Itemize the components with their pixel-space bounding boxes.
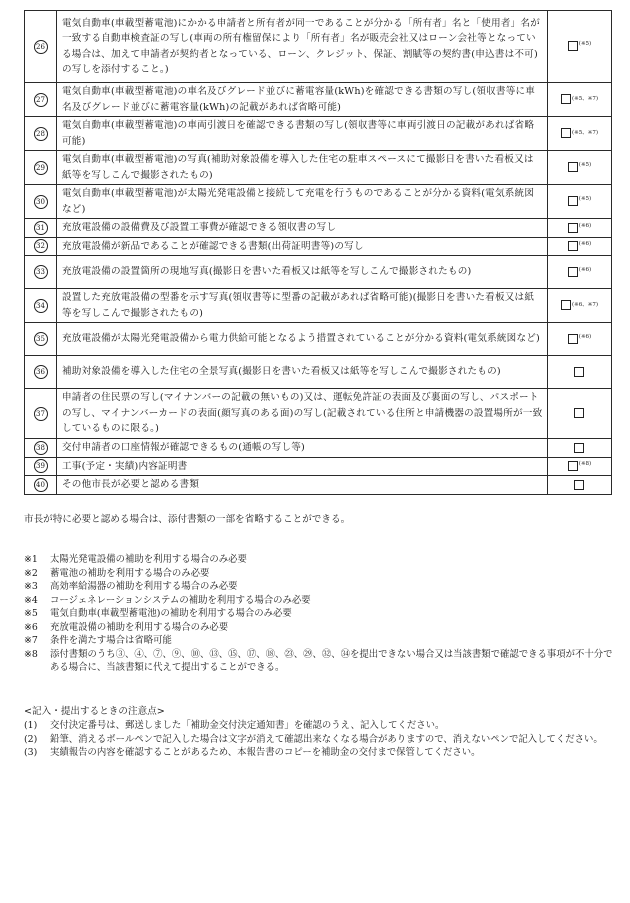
table-row xyxy=(25,11,612,83)
footnote-mark: ※7 xyxy=(24,635,38,646)
footnote xyxy=(24,553,614,567)
row-note: (※6、※7) xyxy=(571,302,598,309)
entry-note xyxy=(24,746,614,760)
table-row xyxy=(25,151,612,185)
row-text: 充放電設備が太陽光発電設備から電力供給可能となるよう措置されていることが分かる資料(電気系統図など) xyxy=(57,323,548,356)
checkbox[interactable] xyxy=(568,162,578,172)
row-text: 設置した充放電設備の型番を示す写真(領収書等に型番の記載があれば省略可能)(撮影日を書いた看板又は紙等を写しこんで撮影されたもの) xyxy=(57,289,548,323)
checkbox[interactable] xyxy=(574,408,584,418)
checkbox[interactable] xyxy=(561,128,571,138)
footnote xyxy=(24,648,614,675)
table-row xyxy=(25,289,612,323)
entry-notes-list xyxy=(24,719,614,760)
row-number: 37 xyxy=(34,407,48,421)
footnote xyxy=(24,634,614,648)
row-text: 電気自動車(車載型蓄電池)の車名及びグレード並びに蓄電容量(kWh)を確認できる書類の写し(領収書等に車名及びグレード並びに蓄電容量(kWh)の記載があれば省略可能) xyxy=(57,83,548,117)
footnote-text: 蓄電池の補助を利用する場合のみ必要 xyxy=(50,567,210,579)
table-row xyxy=(25,356,612,389)
omission-note: 市長が特に必要と認める場合は、添付書類の一部を省略することができる。 xyxy=(24,514,351,525)
row-note: (※5、※7) xyxy=(571,130,598,137)
checkbox[interactable] xyxy=(568,334,578,344)
row-text: 工事(予定・実績)内容証明書 xyxy=(57,457,548,476)
entry-note xyxy=(24,719,614,733)
row-number: 39 xyxy=(34,459,48,473)
row-number: 40 xyxy=(34,478,48,492)
checkbox[interactable] xyxy=(568,461,578,471)
row-number: 35 xyxy=(34,332,48,346)
entry-notes-title: <記入・提出するときの注意点> xyxy=(24,706,165,717)
table-row xyxy=(25,476,612,495)
row-note: (※6) xyxy=(578,222,592,229)
row-text: 電気自動車(車載型蓄電池)の写真(補助対象設備を導入した住宅の駐車スペースにて撮影日を書いた看板又は紙等を写しこんで撮影されたもの) xyxy=(57,151,548,185)
entry-note-mark: (3) xyxy=(24,747,38,759)
row-number: 33 xyxy=(34,265,48,279)
row-number: 31 xyxy=(34,221,48,235)
row-text: 申請者の住民票の写し(マイナンバーの記載の無いもの)又は、運転免許証の表面及び裏面の写し、パスポートの写し、マイナンバーカードの表面(顔写真のある面)の写し(記載されている住所と申請機器の設置場所が一致しているものに限る。) xyxy=(57,389,548,439)
row-note: (※6) xyxy=(578,266,592,273)
row-number: 38 xyxy=(34,441,48,455)
row-text: 充放電設備が新品であることが確認できる書類(出荷証明書等)の写し xyxy=(57,237,548,256)
entry-note-text: 鉛筆、消えるボールペンで記入した場合は文字が消えて確認出来なくなる場合がありますので、消えないペンで記入してください。 xyxy=(50,733,603,745)
footnote-mark: ※3 xyxy=(24,581,38,592)
footnote xyxy=(24,580,614,594)
entry-note-mark: (1) xyxy=(24,720,38,731)
entry-note-text: 交付決定番号は、郵送しました「補助金交付決定通知書」を確認のうえ、記入してください。 xyxy=(50,720,445,731)
checkbox[interactable] xyxy=(561,94,571,104)
footnote-mark: ※6 xyxy=(24,621,38,633)
footnote-text: 添付書類のうち③、④、⑦、⑨、⑩、⑬、⑮、⑰、⑱、㉓、㉙、㉜、㉞を提出できない場合又は当該書類で確認できる事項が不十分である場合に、当該書類に代えて提出することができる。 xyxy=(50,648,613,673)
row-note: (※5) xyxy=(578,196,592,203)
row-number: 30 xyxy=(34,195,48,209)
table-row xyxy=(25,237,612,256)
footnote-text: 高効率給湯器の補助を利用する場合のみ必要 xyxy=(50,581,238,592)
checkbox[interactable] xyxy=(568,267,578,277)
table-row xyxy=(25,389,612,439)
table-row xyxy=(25,83,612,117)
row-note: (※6) xyxy=(578,333,592,340)
footnote-text: 電気自動車(車載型蓄電池)の補助を利用する場合のみ必要 xyxy=(50,608,292,619)
row-text: 充放電設備の設備費及び設置工事費が確認できる領収書の写し xyxy=(57,219,548,238)
row-number: 36 xyxy=(34,365,48,379)
row-text: 補助対象設備を導入した住宅の全景写真(撮影日を書いた看板又は紙等を写しこんで撮影されたもの) xyxy=(57,356,548,389)
checkbox[interactable] xyxy=(568,196,578,206)
row-note: (※5) xyxy=(578,41,592,48)
footnote-mark: ※8 xyxy=(24,648,38,660)
row-number: 27 xyxy=(34,93,48,107)
footnote xyxy=(24,607,614,621)
row-note: (※6) xyxy=(578,241,592,247)
row-number: 28 xyxy=(34,127,48,141)
footnote-text: 太陽光発電設備の補助を利用する場合のみ必要 xyxy=(50,554,247,565)
row-note: (※5) xyxy=(578,162,592,169)
row-number: 26 xyxy=(34,40,48,54)
entry-note-mark: (2) xyxy=(24,733,38,745)
table-row xyxy=(25,256,612,289)
footnote-mark: ※5 xyxy=(24,608,38,619)
footnote-mark: ※2 xyxy=(24,567,38,579)
footnote-text: コージェネレーションシステムの補助を利用する場合のみ必要 xyxy=(50,594,311,606)
checkbox[interactable] xyxy=(574,480,584,490)
row-text: 充放電設備の設置箇所の現地写真(撮影日を書いた看板又は紙等を写しこんで撮影されたもの) xyxy=(57,256,548,289)
footnote-mark: ※4 xyxy=(24,594,38,606)
row-number: 29 xyxy=(34,161,48,175)
footnote xyxy=(24,594,614,608)
footnote xyxy=(24,567,614,581)
row-text: その他市長が必要と認める書類 xyxy=(57,476,548,495)
checkbox[interactable] xyxy=(561,300,571,310)
table-row xyxy=(25,219,612,238)
entry-note xyxy=(24,733,614,747)
checkbox[interactable] xyxy=(574,443,584,453)
table-row xyxy=(25,323,612,356)
table-row xyxy=(25,457,612,476)
table-row xyxy=(25,439,612,458)
footnote xyxy=(24,621,614,635)
row-text: 電気自動車(車載型蓄電池)にかかる申請者と所有者が同一であることが分かる「所有者」名と「使用者」名が一致する自動車検査証の写し(車両の所有権留保により「所有者」名が販売会社又はローン会社等となっている場合は、加えて申請者が契約者となっている、ローン、クレジット、保証、割賦等の契約書(申込書は不可)の写しを添付すること。) xyxy=(57,11,548,83)
checkbox[interactable] xyxy=(568,223,578,233)
table-row xyxy=(25,185,612,219)
row-number: 32 xyxy=(34,239,48,253)
footnote-mark: ※1 xyxy=(24,554,38,565)
row-text: 交付申請者の口座情報が確認できるもの(通帳の写し等) xyxy=(57,439,548,458)
row-text: 電気自動車(車載型蓄電池)の車両引渡日を確認できる書類の写し(領収書等に車両引渡日の記載があれば省略可能) xyxy=(57,117,548,151)
checkbox[interactable] xyxy=(568,241,578,251)
footnote-text: 充放電設備の補助を利用する場合のみ必要 xyxy=(50,621,229,633)
entry-note-text: 実績報告の内容を確認することがあるため、本報告書のコピーを補助金の交付まで保管してください。 xyxy=(50,747,481,759)
checkbox[interactable] xyxy=(568,41,578,51)
checkbox[interactable] xyxy=(574,367,584,377)
attachment-table xyxy=(24,10,612,495)
row-note: (※8) xyxy=(578,461,592,467)
footnote-text: 条件を満たす場合は省略可能 xyxy=(50,635,172,646)
table-row xyxy=(25,117,612,151)
footnote-list xyxy=(24,553,614,675)
row-text: 電気自動車(車載型蓄電池)が太陽光発電設備と接続して充電を行うものであることが分かる資料(電気系統図など) xyxy=(57,185,548,219)
row-number: 34 xyxy=(34,299,48,313)
row-note: (※5、※7) xyxy=(571,96,598,103)
